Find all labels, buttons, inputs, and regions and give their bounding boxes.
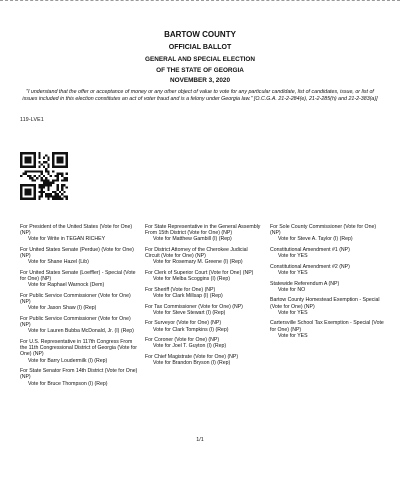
race-title: For Public Service Commissioner (Vote for One) (NP) bbox=[20, 293, 131, 306]
race-vote: Vote for YES bbox=[278, 253, 308, 260]
race-title: For Sole County Commissioner (Vote for One) (NP) bbox=[270, 224, 377, 237]
race-title: Constitutional Amendment #2 (NP) bbox=[270, 263, 350, 270]
race-title: Bartow County Homestead Exemption - Special (Vote for One) (NP) bbox=[270, 297, 380, 310]
ballot-type: OFFICIAL BALLOT bbox=[168, 44, 232, 51]
race-title: For Public Service Commissioner (Vote for One) (NP) bbox=[20, 316, 131, 329]
election-line-2: OF THE STATE OF GEORGIA bbox=[156, 66, 244, 74]
qr-code-icon bbox=[20, 152, 68, 200]
race-vote: Vote for Barry Loudermilk (I) (Rep) bbox=[28, 357, 108, 364]
race-entry bbox=[145, 247, 263, 266]
ballot-id: 119-LVE1 bbox=[20, 117, 44, 123]
race-entry bbox=[20, 339, 138, 364]
race-entry bbox=[20, 368, 138, 387]
race-title: Statewide Referendum A (NP) bbox=[270, 280, 340, 287]
race-title: For United States Senate (Loeffler) - Special (Vote for One) (NP) bbox=[20, 270, 136, 283]
race-title: For State Senator From 14th District (Vote for One) (NP) bbox=[20, 368, 138, 381]
race-title: For Surveyor (Vote for One) (NP) bbox=[145, 320, 222, 327]
race-entry bbox=[145, 320, 263, 332]
race-vote: Vote for Steve A. Taylor (I) (Rep) bbox=[278, 236, 353, 243]
race-vote: Vote for Matthew Gambill (I) (Rep) bbox=[153, 236, 232, 243]
ballot-header bbox=[0, 30, 400, 85]
race-title: Cartersville School Tax Exemption - Special (Vote for One) (NP) bbox=[270, 320, 384, 333]
race-title: For Sheriff (Vote for One) (NP) bbox=[145, 286, 216, 293]
race-title: For President of the United States (Vote for One) (NP) bbox=[20, 224, 133, 237]
race-title: Constitutional Amendment #1 (NP) bbox=[270, 247, 350, 253]
race-entry bbox=[270, 281, 388, 293]
race-vote: Vote for Clark Tompkins (I) (Rep) bbox=[153, 326, 229, 333]
race-vote: Vote for Write in TEGAN RICHEY bbox=[28, 236, 106, 243]
race-vote: Vote for NO bbox=[278, 286, 306, 293]
races-column-3 bbox=[270, 224, 388, 343]
race-title: For Coroner (Vote for One) (NP) bbox=[145, 337, 220, 344]
race-entry bbox=[270, 297, 388, 316]
race-vote: Vote for YES bbox=[278, 309, 308, 316]
race-vote: Vote for Jason Shaw (I) (Rep) bbox=[28, 305, 97, 312]
race-entry bbox=[20, 247, 138, 266]
races-column-2 bbox=[145, 224, 263, 371]
race-vote: Vote for Shane Hazel (Lib) bbox=[28, 259, 89, 266]
race-entry bbox=[20, 270, 138, 289]
race-title: For Clerk of Superior Court (Vote for One) (NP) bbox=[145, 270, 254, 276]
race-entry bbox=[270, 247, 388, 259]
race-vote: Vote for YES bbox=[278, 270, 308, 276]
race-vote: Vote for Joel T. Guyton (I) (Rep) bbox=[153, 343, 227, 350]
race-title: For United States Senate (Perdue) (Vote for One) (NP) bbox=[20, 247, 134, 260]
race-vote: Vote for Steve Stewart (I) (Rep) bbox=[153, 309, 226, 316]
race-vote: Vote for Melba Scoggins (I) (Rep) bbox=[153, 276, 230, 283]
race-title: For Tax Commissioner (Vote for One) (NP) bbox=[145, 303, 243, 310]
race-vote: Vote for Brandon Bryson (I) (Rep) bbox=[153, 360, 231, 367]
race-vote: Vote for Rosemary M. Greene (I) (Rep) bbox=[153, 259, 243, 266]
race-title: For Chief Magistrate (Vote for One) (NP) bbox=[145, 353, 239, 360]
race-entry bbox=[145, 304, 263, 316]
page-number: 1/1 bbox=[196, 437, 204, 443]
county-title: BARTOW COUNTY bbox=[164, 30, 236, 39]
race-entry bbox=[145, 270, 263, 282]
races-column-1 bbox=[20, 224, 138, 391]
race-entry bbox=[20, 293, 138, 312]
race-entry bbox=[270, 264, 388, 276]
race-title: For State Representative in the General Assembly From 15th District (Vote for One) (NP) bbox=[145, 224, 261, 237]
election-date: NOVEMBER 3, 2020 bbox=[169, 77, 231, 85]
race-entry bbox=[145, 354, 263, 366]
race-vote: Vote for Raphael Warnock (Dem) bbox=[28, 282, 105, 289]
race-entry bbox=[145, 224, 263, 243]
race-entry bbox=[145, 287, 263, 299]
race-entry bbox=[270, 320, 388, 339]
race-vote: Vote for Bruce Thompson (I) (Rep) bbox=[28, 380, 108, 387]
race-title: For U.S. Representative in 117th Congress From the 11th Congressional District of Georgia (Vote for One) (NP) bbox=[20, 339, 137, 358]
race-vote: Vote for YES bbox=[278, 332, 308, 339]
race-vote: Vote for Lauren Bubba McDonald, Jr. (I) (Rep) bbox=[28, 328, 134, 335]
race-title: For District Attorney of the Cherokee Judicial Circuit (Vote for One) (NP) bbox=[145, 247, 248, 260]
election-line-1: GENERAL AND SPECIAL ELECTION bbox=[145, 56, 255, 63]
voter-fraud-oath: "I understand that the offer or acceptance of money or any other object of value to vote for any particular candidate, list of candidates, issue, or list of issues included in this election constitutes an act of voter fraud and is a felony under Georgia law." [O.C.G.A. 21-2-284(e), 21-2-285(h) and 21-2-383(a)] bbox=[22, 89, 378, 102]
race-entry bbox=[145, 337, 263, 349]
top-dashed-rule bbox=[0, 0, 400, 8]
race-entry bbox=[20, 224, 138, 243]
race-vote: Vote for Clark Millsap (I) (Rep) bbox=[153, 293, 223, 299]
race-entry bbox=[270, 224, 388, 243]
race-entry bbox=[20, 316, 138, 335]
